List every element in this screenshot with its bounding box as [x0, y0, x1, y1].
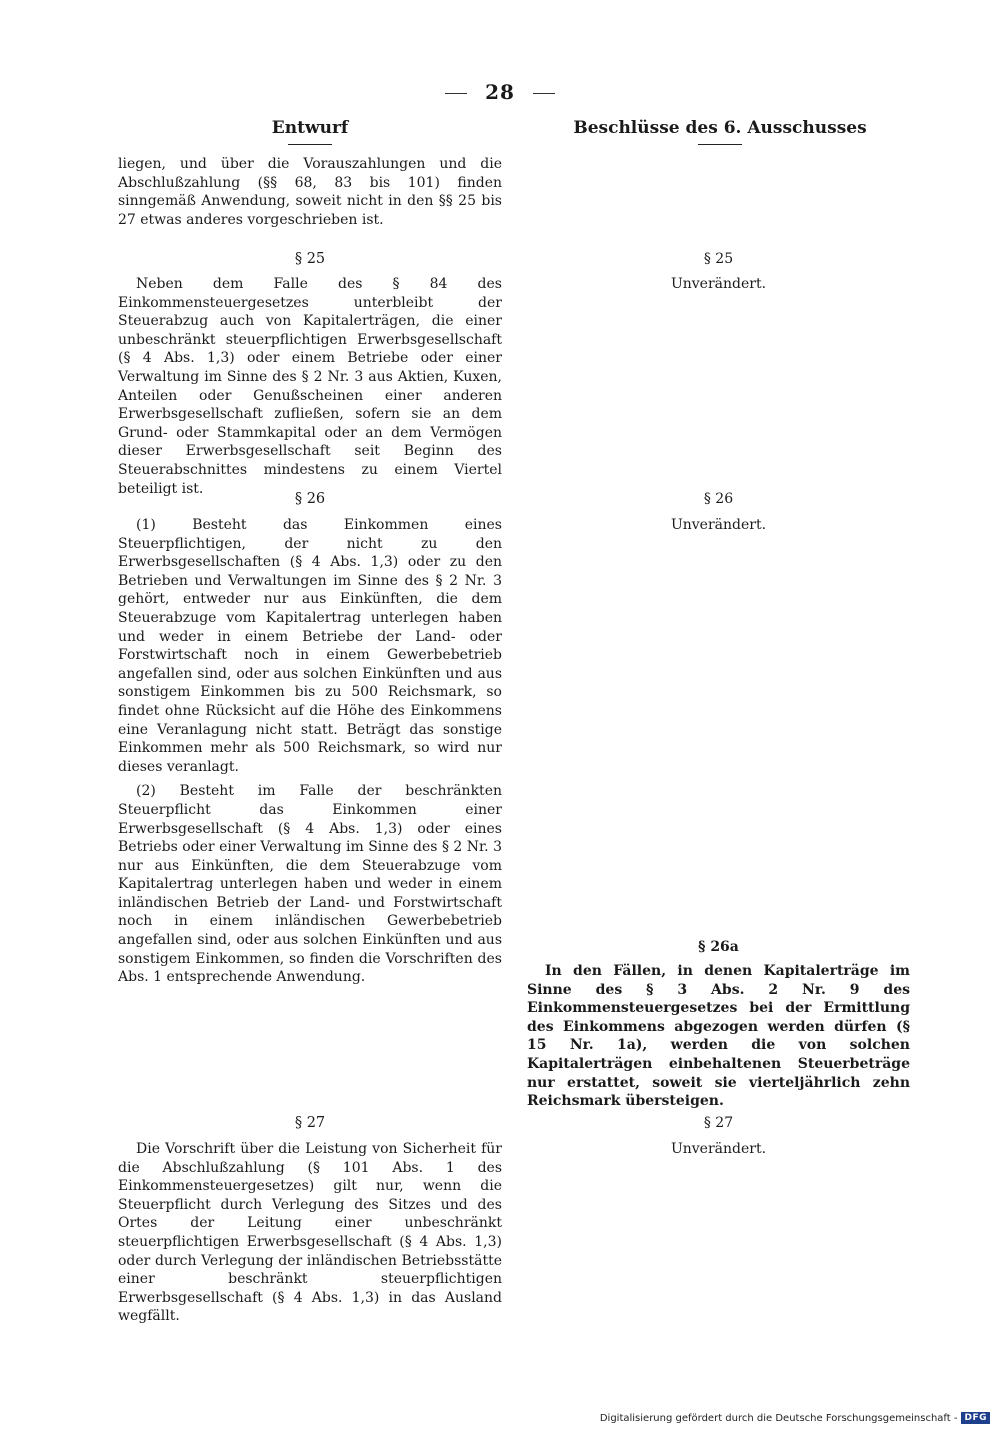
right-s27-text: Unverändert.: [670, 1141, 767, 1157]
right-s26-heading: § 26: [703, 491, 734, 507]
dash-left: [445, 93, 467, 94]
left-column-header: [118, 118, 502, 145]
right-s26a-text: In den Fällen, in denen Kapitalerträge im Sinne des § 3 Abs. 2 Nr. 9 des Einkommensteuergesetzes bei der Ermittlung des Einkommens abgezogen werden dürfen (§ 15 Nr. 1a), werden die von solchen Kapitalerträgen einbehaltenen Steuerbeträge nur erstattet, soweit sie vierteljährlich zehn Reichsmark übersteigen.: [527, 963, 910, 1110]
left-header-rule: [288, 144, 332, 145]
left-s26-paragraph-1: (1) Besteht das Einkommen eines Steuerpflichtigen, der nicht zu den Erwerbsgesellschaften (§ 4 Abs. 1,3) oder zu den Betrieben und Verwaltungen im Sinne des § 2 Nr. 3 gehört, entweder nur aus Einkünften, die dem Steuerabzuge vom Kapitalertrag unterlegen haben und weder in einem Betriebe der Land- oder Forstwirtschaft noch in einem Gewerbebetrieb angefallen sind, oder aus solchen Einkünften und aus sonstigem Einkommen bis zu 500 Reichsmark, so findet ohne Rücksicht auf die Höhe des Einkommens eine Veranlagung nicht statt. Beträgt das sonstige Einkommen mehr als 500 Reichsmark, so wird nur dieses veranlagt.: [118, 517, 502, 775]
right-column-header-text: Beschlüsse des 6. Ausschusses: [573, 118, 867, 138]
left-s26-heading: § 26: [294, 491, 326, 507]
left-s25-heading: § 25: [294, 251, 326, 267]
left-intro-text: liegen, und über die Vorauszahlungen und die Abschlußzahlung (§§ 68, 83 bis 101) finden sinngemäß Anwendung, soweit nicht in den §§ 25 bis 27 etwas anderes vorgeschrieben ist.: [118, 156, 502, 228]
left-s27-text: Die Vorschrift über die Leistung von Sicherheit für die Abschlußzahlung (§ 101 Abs. 1 des Einkommensteuergesetzes) gilt nur, wenn die Steuerpflicht durch Verlegung des Sitzes und des Ortes der Leitung einer unbeschränkt steuerpflichtigen Erwerbsgesellschaft (§ 4 Abs. 1,3) oder durch Verlegung der inländischen Betriebsstätte einer beschränkt steuerpflichtigen Erwerbsgesellschaft (§ 4 Abs. 1,3) in das Ausland wegfällt.: [118, 1141, 502, 1325]
left-s27-body: [118, 1140, 502, 1326]
footer-text: Digitalisierung gefördert durch die Deutsche Forschungsgemeinschaft -: [599, 1412, 958, 1424]
page-number: [0, 80, 1000, 104]
right-s25-text: Unverändert.: [670, 276, 767, 292]
right-column-header: [530, 118, 910, 145]
right-s26-text: Unverändert.: [670, 517, 767, 533]
left-s25-body: [118, 275, 502, 498]
right-s26a-heading: § 26a: [698, 939, 739, 955]
page-number-text: 28: [485, 80, 515, 104]
right-s26a-body: [527, 962, 910, 1111]
right-header-rule: [698, 144, 742, 145]
left-column-header-text: Entwurf: [271, 118, 349, 138]
dfg-logo: DFG: [961, 1412, 990, 1424]
digitization-footer: [600, 1412, 990, 1424]
left-s26-paragraph-2: (2) Besteht im Falle der beschränkten Steuerpflicht das Einkommen einer Erwerbsgesellschaft (§ 4 Abs. 1,3) oder eines Betriebs oder einer Verwaltung im Sinne des § 2 Nr. 3 nur aus Einkünften, die dem Steuerabzuge vom Kapitalertrag unterlegen haben und weder in einem inländischen Betrieb der Land- und Forstwirtschaft noch in einem inländischen Gewerbebetrieb angefallen sind, oder aus solchen Einkünften und aus sonstigem Einkommen, so finden die Vorschriften des Abs. 1 entsprechende Anwendung.: [118, 783, 502, 986]
left-s26-body: [118, 516, 502, 987]
left-s25-text: Neben dem Falle des § 84 des Einkommensteuergesetzes unterbleibt der Steuerabzug auch von Kapitalerträgen, die einer unbeschränkt steuerpflichtigen Erwerbsgesellschaft (§ 4 Abs. 1,3) oder einem Betriebe oder einer Verwaltung im Sinne des § 2 Nr. 3 aus Aktien, Kuxen, Anteilen oder Genußscheinen einer anderen Erwerbsgesellschaft zufließen, sofern sie an dem Grund- oder Stammkapital oder an dem Vermögen dieser Erwerbsgesellschaft seit Beginn des Steuerabschnittes mindestens zu einem Viertel beteiligt ist.: [118, 276, 502, 497]
right-s25-heading: § 25: [703, 251, 734, 267]
dash-right: [533, 93, 555, 94]
right-s27-heading: § 27: [703, 1115, 734, 1131]
left-s27-heading: § 27: [294, 1115, 326, 1131]
left-intro: [118, 155, 502, 229]
